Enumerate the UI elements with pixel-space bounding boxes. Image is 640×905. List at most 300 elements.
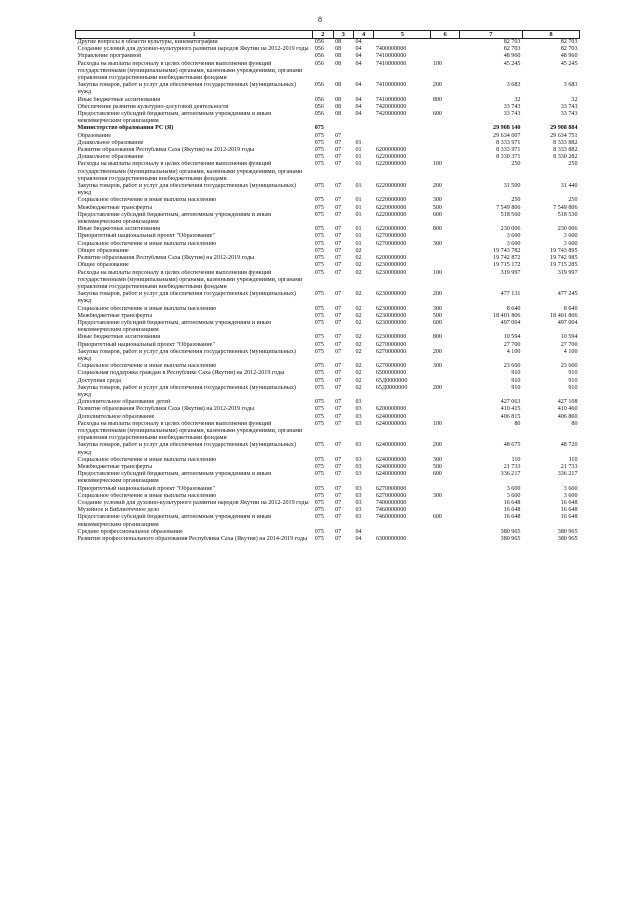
table-row xyxy=(76,406,580,413)
row-name-cell: Межбюджетные трансферты xyxy=(77,204,153,211)
expense-type-cell: 800 xyxy=(432,334,442,341)
table-row xyxy=(76,378,580,385)
ministry-code-cell: 075 xyxy=(314,125,324,132)
header-cell: 6 xyxy=(431,31,460,39)
amount-year-1-cell: 18 401 806 xyxy=(493,312,521,319)
section-code-cell: 07 xyxy=(335,269,342,276)
ministry-code-cell: 075 xyxy=(314,463,324,470)
subsection-code-cell: 02 xyxy=(355,247,362,254)
amount-year-1-cell: 910 xyxy=(511,384,521,391)
section-code-cell: 08 xyxy=(335,46,342,53)
target-article-cell: 7420000000 xyxy=(375,103,407,110)
ministry-code-cell: 075 xyxy=(314,456,324,463)
amount-year-2-cell: 336 217 xyxy=(557,471,578,478)
row-name-cell: Закупка товаров, работ и услуг для обеспечения государственных (муниципальных) нужд xyxy=(77,442,296,456)
section-code-cell: 07 xyxy=(335,492,342,499)
amount-year-1-cell: 29 908 140 xyxy=(493,125,521,132)
expense-type-cell xyxy=(431,255,460,262)
row-name-cell: Предоставление субсидий бюджетным, автономным учреждениям и иным некоммерческим организациям xyxy=(77,514,271,528)
amount-year-2-cell: 3 683 xyxy=(563,82,578,89)
subsection-code-cell: 01 xyxy=(355,197,362,204)
amount-year-1-cell: 29 634 007 xyxy=(493,132,521,139)
ministry-code-cell: 075 xyxy=(314,154,324,161)
budget-table xyxy=(75,30,580,543)
section-code-cell: 07 xyxy=(335,147,342,154)
expense-type-cell: 500 xyxy=(432,463,442,470)
expense-type-cell xyxy=(431,507,460,514)
target-article-cell: 6220000000 xyxy=(375,154,407,161)
ministry-code-cell: 075 xyxy=(314,399,324,406)
subsection-code-cell: 02 xyxy=(355,334,362,341)
table-header-row xyxy=(76,31,580,39)
section-code-cell: 07 xyxy=(335,363,342,370)
subsection-code-cell: 01 xyxy=(355,211,362,218)
expense-type-cell: 600 xyxy=(432,111,442,118)
expense-type-cell xyxy=(431,500,460,507)
row-name-cell: Закупка товаров, работ и услуг для обеспечения государственных (муниципальных) нужд xyxy=(77,82,296,96)
table-row xyxy=(76,241,580,248)
ministry-code-cell: 075 xyxy=(314,442,324,449)
section-code-cell: 07 xyxy=(335,384,342,391)
ministry-code-cell: 075 xyxy=(314,420,324,427)
expense-type-cell xyxy=(431,370,460,377)
subsection-code-cell: 03 xyxy=(355,514,362,521)
subsection-code-cell: 03 xyxy=(355,463,362,470)
amount-year-1-cell: 380 965 xyxy=(500,528,521,535)
expense-type-cell: 200 xyxy=(432,291,442,298)
row-name-cell: Приоритетный национальный проект "Образование" xyxy=(77,485,215,492)
table-row xyxy=(76,270,580,292)
table-row xyxy=(76,205,580,212)
expense-type-cell: 300 xyxy=(432,456,442,463)
amount-year-1-cell: 23 600 xyxy=(503,363,521,370)
ministry-code-cell: 056 xyxy=(314,111,324,118)
ministry-code-cell: 056 xyxy=(314,60,324,67)
expense-type-cell: 500 xyxy=(432,312,442,319)
target-article-cell: 6230000000 xyxy=(375,312,407,319)
row-name-cell: Дополнительное образование детей xyxy=(77,399,171,406)
section-code-cell: 07 xyxy=(335,370,342,377)
section-code-cell: 07 xyxy=(335,334,342,341)
ministry-code-cell: 075 xyxy=(314,492,324,499)
subsection-code-cell: 03 xyxy=(355,442,362,449)
subsection-code-cell: 01 xyxy=(355,240,362,247)
section-code-cell: 08 xyxy=(335,39,342,45)
expense-type-cell xyxy=(431,140,460,147)
subsection-code-cell: 03 xyxy=(355,406,362,413)
target-article-cell xyxy=(374,133,431,140)
header-cell: 8 xyxy=(522,31,579,39)
row-name-cell: Предоставление субсидий бюджетным, автономным учреждениям и иным некоммерческим организациям xyxy=(77,319,271,334)
ministry-code-cell: 056 xyxy=(314,39,324,45)
amount-year-1-cell: 3 600 xyxy=(506,233,521,240)
subsection-code-cell: 03 xyxy=(355,471,362,478)
target-article-cell: 6200000000 xyxy=(375,255,407,262)
table-row xyxy=(76,399,580,406)
row-name-cell: Музейное и Библиотечное дело xyxy=(77,507,160,514)
amount-year-1-cell: 380 965 xyxy=(500,536,521,543)
ministry-code-cell: 075 xyxy=(314,305,324,312)
amount-year-1-cell: 7 549 806 xyxy=(496,204,521,211)
section-code-cell: 07 xyxy=(335,485,342,492)
subsection-code-cell: 01 xyxy=(355,183,362,190)
expense-type-cell xyxy=(431,399,460,406)
amount-year-1-cell: 45 245 xyxy=(503,60,521,67)
subsection-code-cell: 03 xyxy=(355,413,362,420)
target-article-cell xyxy=(374,399,431,406)
amount-year-1-cell: 19 715 172 xyxy=(493,262,521,269)
row-name-cell: Расходы на выплаты персоналу в целях обеспечения выполнения функций государственными (муниципальными) органами, казенными учреждениями, органами управления государственными внебюджетными фондами xyxy=(77,420,303,442)
target-article-cell: 7410000000 xyxy=(375,96,407,103)
amount-year-1-cell: 3 600 xyxy=(506,240,521,247)
subsection-code-cell: 02 xyxy=(355,305,362,312)
amount-year-1-cell: 250 xyxy=(511,161,521,168)
section-code-cell: 07 xyxy=(335,183,342,190)
amount-year-2-cell: 380 965 xyxy=(557,536,578,543)
ministry-code-cell: 075 xyxy=(314,204,324,211)
row-name-cell: Предоставление субсидий бюджетным, автономным учреждениям и иным некоммерческим организациям xyxy=(77,471,271,485)
amount-year-1-cell: 336 217 xyxy=(500,471,521,478)
amount-year-1-cell: 230 006 xyxy=(500,226,521,233)
ministry-code-cell: 075 xyxy=(314,319,324,326)
amount-year-1-cell: 910 xyxy=(511,370,521,377)
subsection-code-cell: 03 xyxy=(355,500,362,506)
table-row xyxy=(76,111,580,125)
target-article-cell: 6240000000 xyxy=(375,420,407,427)
subsection-code-cell: 04 xyxy=(355,103,362,110)
row-name-cell: Социальное обеспечение и иные выплаты населению xyxy=(77,492,217,499)
target-article-cell: 6270000000 xyxy=(375,363,407,370)
section-code-cell: 07 xyxy=(335,226,342,233)
amount-year-2-cell: 7 549 806 xyxy=(553,204,578,211)
amount-year-2-cell: 410 460 xyxy=(557,406,578,413)
amount-year-1-cell: 910 xyxy=(511,377,521,384)
amount-year-1-cell: 3 600 xyxy=(506,485,521,492)
amount-year-1-cell: 21 733 xyxy=(503,463,521,470)
section-code-cell: 08 xyxy=(335,60,342,67)
section-code-cell: 07 xyxy=(335,406,342,413)
target-article-cell xyxy=(374,125,431,132)
amount-year-2-cell: 29 908 884 xyxy=(550,125,578,132)
amount-year-2-cell: 910 xyxy=(568,377,578,384)
section-code-cell: 07 xyxy=(335,262,342,269)
amount-year-2-cell: 3 600 xyxy=(563,233,578,240)
ministry-code-cell: 075 xyxy=(314,197,324,204)
row-name-cell: Иные бюджетные ассигнования xyxy=(77,334,161,341)
expense-type-cell xyxy=(431,133,460,140)
target-article-cell: 6270000000 xyxy=(375,485,407,492)
section-code-cell: 08 xyxy=(335,103,342,110)
table-row xyxy=(76,161,580,183)
section-code-cell: 07 xyxy=(335,341,342,348)
ministry-code-cell: 075 xyxy=(314,161,324,168)
ministry-code-cell: 075 xyxy=(314,233,324,240)
section-code-cell: 07 xyxy=(335,247,342,254)
table-row xyxy=(76,197,580,204)
amount-year-1-cell: 427 063 xyxy=(500,399,521,406)
subsection-code-cell: 02 xyxy=(355,377,362,384)
section-code-cell: 07 xyxy=(335,463,342,470)
ministry-code-cell: 075 xyxy=(314,406,324,413)
table-row xyxy=(76,363,580,370)
section-code-cell: 07 xyxy=(335,211,342,218)
subsection-code-cell: 04 xyxy=(355,39,362,45)
row-name-cell: Обеспечение развития культурно-досуговой деятельности xyxy=(77,103,229,110)
section-code-cell: 07 xyxy=(335,377,342,384)
amount-year-2-cell: 31 440 xyxy=(560,183,578,190)
amount-year-1-cell: 8 333 971 xyxy=(496,139,521,146)
row-name-cell: Дошкольное образование xyxy=(77,154,144,161)
row-name-cell: Закупка товаров, работ и услуг для обеспечения государственных (муниципальных) нужд xyxy=(77,348,296,362)
table-row xyxy=(76,262,580,269)
row-name-cell: Социальное обеспечение и иные выплаты населению xyxy=(77,305,217,312)
expense-type-cell xyxy=(431,406,460,413)
subsection-code-cell: 02 xyxy=(355,370,362,377)
amount-year-2-cell: 250 xyxy=(568,161,578,168)
amount-year-2-cell: 110 xyxy=(568,456,578,463)
amount-year-1-cell: 33 743 xyxy=(503,103,521,110)
row-name-cell: Создание условий для духовно-культурного развития народов Якутии на 2012-2019 годы xyxy=(77,46,309,53)
target-article-cell: 6270000000 xyxy=(375,348,407,355)
ministry-code-cell: 056 xyxy=(314,96,324,103)
subsection-code-cell: 01 xyxy=(355,233,362,240)
row-name-cell: Расходы на выплаты персоналу в целях обеспечения выполнения функций государственными (муниципальными) органами, казенными учреждениями, органами управления государственными внебюджетными фондами xyxy=(77,60,303,82)
amount-year-2-cell: 518 530 xyxy=(557,211,578,218)
table-row xyxy=(76,46,580,53)
row-name-cell: Управление программой xyxy=(77,53,142,60)
subsection-code-cell: 01 xyxy=(355,154,362,161)
table-row xyxy=(76,226,580,233)
expense-type-cell: 200 xyxy=(432,348,442,355)
ministry-code-cell: 075 xyxy=(314,139,324,146)
amount-year-1-cell: 410 415 xyxy=(500,406,521,413)
amount-year-2-cell: 19 742 985 xyxy=(550,255,578,262)
subsection-code-cell: 02 xyxy=(355,348,362,355)
amount-year-2-cell: 8 330 282 xyxy=(553,154,578,161)
subsection-code-cell: 02 xyxy=(355,341,362,348)
table-row xyxy=(76,306,580,313)
target-article-cell: 6220000000 xyxy=(375,161,407,168)
target-article-cell: 6220000000 xyxy=(375,183,407,190)
expense-type-cell: 100 xyxy=(432,161,442,168)
table-row xyxy=(76,342,580,349)
expense-type-cell: 600 xyxy=(432,471,442,478)
amount-year-2-cell: 23 600 xyxy=(560,363,578,370)
target-article-cell: 6300000000 xyxy=(375,536,407,543)
target-article-cell: 7400000000 xyxy=(375,500,407,506)
row-name-cell: Межбюджетные трансферты xyxy=(77,463,153,470)
expense-type-cell: 300 xyxy=(432,305,442,312)
ministry-code-cell: 056 xyxy=(314,53,324,60)
ministry-code-cell: 056 xyxy=(314,82,324,89)
section-code-cell: 07 xyxy=(335,399,342,406)
target-article-cell: 6220000000 xyxy=(375,197,407,204)
row-name-cell: Закупка товаров, работ и услуг для обеспечения государственных (муниципальных) нужд xyxy=(77,183,296,197)
ministry-code-cell: 075 xyxy=(314,536,324,543)
amount-year-1-cell: 8 330 371 xyxy=(496,154,521,161)
ministry-code-cell: 056 xyxy=(314,103,324,110)
table-row xyxy=(76,125,580,132)
subsection-code-cell: 04 xyxy=(355,82,362,89)
table-row xyxy=(76,104,580,111)
target-article-cell: 6220000000 xyxy=(375,226,407,233)
expense-type-cell: 200 xyxy=(432,183,442,190)
amount-year-2-cell: 16 648 xyxy=(560,514,578,521)
expense-type-cell xyxy=(431,536,460,543)
ministry-code-cell: 075 xyxy=(314,348,324,355)
amount-year-2-cell: 427 108 xyxy=(557,399,578,406)
ministry-code-cell: 075 xyxy=(314,471,324,478)
row-name-cell: Развитие образования Республики Саха (Якутия) на 2012-2019 годы xyxy=(77,255,255,262)
section-code-cell: 08 xyxy=(335,111,342,118)
section-code-cell: 07 xyxy=(335,154,342,161)
section-code-cell: 07 xyxy=(335,291,342,298)
target-article-cell: 6240000000 xyxy=(375,442,407,449)
target-article-cell: 7460000000 xyxy=(375,514,407,521)
target-article-cell: 6230000000 xyxy=(375,334,407,341)
subsection-code-cell: 01 xyxy=(355,147,362,154)
row-name-cell: Закупка товаров, работ и услуг для обеспечения государственных (муниципальных) нужд xyxy=(77,384,296,398)
section-code-cell: 08 xyxy=(335,53,342,60)
table-row xyxy=(76,471,580,485)
row-name-cell: Социальное обеспечение и иные выплаты населению xyxy=(77,197,217,204)
section-code-cell: 07 xyxy=(335,514,342,521)
expense-type-cell: 500 xyxy=(432,204,442,211)
ministry-code-cell: 075 xyxy=(314,413,324,420)
ministry-code-cell: 075 xyxy=(314,240,324,247)
amount-year-2-cell: 33 743 xyxy=(560,111,578,118)
row-name-cell: Предоставление субсидий бюджетным, автономным учреждениям и иным некоммерческим организациям xyxy=(77,211,271,226)
expense-type-cell xyxy=(431,378,460,385)
amount-year-2-cell: 19 743 895 xyxy=(550,247,578,254)
amount-year-2-cell: 910 xyxy=(568,370,578,377)
section-code-cell: 07 xyxy=(335,233,342,240)
subsection-code-cell: 04 xyxy=(355,111,362,118)
expense-type-cell: 300 xyxy=(432,492,442,499)
section-code-cell: 08 xyxy=(335,96,342,103)
expense-type-cell: 200 xyxy=(432,384,442,391)
amount-year-2-cell: 10 594 xyxy=(560,334,578,341)
section-code-cell: 07 xyxy=(335,507,342,514)
row-name-cell: Закупка товаров, работ и услуг для обеспечения государственных (муниципальных) нужд xyxy=(77,291,296,305)
ministry-code-cell: 075 xyxy=(314,514,324,521)
table-row xyxy=(76,514,580,528)
amount-year-2-cell: 29 634 751 xyxy=(550,132,578,139)
table-row xyxy=(76,507,580,514)
amount-year-2-cell: 910 xyxy=(568,384,578,391)
expense-type-cell xyxy=(431,53,460,60)
section-code-cell: 07 xyxy=(335,471,342,478)
amount-year-1-cell: 48 960 xyxy=(503,53,521,60)
subsection-code-cell: 01 xyxy=(355,161,362,168)
amount-year-1-cell: 16 648 xyxy=(503,514,521,521)
target-article-cell: 7410000000 xyxy=(375,60,407,67)
expense-type-cell xyxy=(431,233,460,240)
subsection-code-cell: 02 xyxy=(355,262,362,269)
subsection-code-cell xyxy=(353,125,373,132)
row-name-cell: Развитие образования Республики Саха (Якутия) на 2012-2019 годы xyxy=(77,406,255,413)
header-cell: 2 xyxy=(313,31,333,39)
row-name-cell: Дополнительное образование xyxy=(77,413,155,420)
row-name-cell: Расходы на выплаты персоналу в целях обеспечения выполнения функций государственными (муниципальными) органами, казенными учреждениями, органами управления государственными внебюджетными фондами xyxy=(77,269,303,290)
subsection-code-cell: 01 xyxy=(355,204,362,211)
amount-year-2-cell: 380 965 xyxy=(557,528,578,535)
amount-year-2-cell: 80 xyxy=(571,420,578,427)
amount-year-1-cell: 406 815 xyxy=(500,413,521,420)
ministry-code-cell: 075 xyxy=(314,363,324,370)
section-code-cell: 07 xyxy=(335,348,342,355)
amount-year-2-cell: 319 997 xyxy=(557,269,578,276)
section-code-cell: 07 xyxy=(335,312,342,319)
subsection-code-cell: 03 xyxy=(355,485,362,492)
header-cell: 1 xyxy=(76,31,313,39)
ministry-code-cell: 075 xyxy=(314,262,324,269)
amount-year-1-cell: 48 675 xyxy=(503,442,521,449)
target-article-cell: 6230000000 xyxy=(375,262,407,269)
expense-type-cell xyxy=(431,262,460,269)
target-article-cell: 65Д0000000 xyxy=(375,384,408,391)
row-name-cell: Социальное обеспечение и иные выплаты населению xyxy=(77,456,217,463)
row-name-cell: Приоритетный национальный проект "Образование" xyxy=(77,233,215,240)
target-article-cell xyxy=(374,140,431,147)
header-cell: 4 xyxy=(353,31,373,39)
table-row xyxy=(76,414,580,421)
ministry-code-cell: 075 xyxy=(314,377,324,384)
subsection-code-cell: 03 xyxy=(355,507,362,514)
section-code-cell: 07 xyxy=(335,456,342,463)
subsection-code-cell: 02 xyxy=(355,312,362,319)
ministry-code-cell: 075 xyxy=(314,291,324,298)
section-code-cell: 07 xyxy=(335,305,342,312)
subsection-code-cell: 02 xyxy=(355,269,362,276)
amount-year-1-cell: 319 997 xyxy=(500,269,521,276)
amount-year-1-cell: 110 xyxy=(511,456,521,463)
amount-year-1-cell: 31 500 xyxy=(503,183,521,190)
table-row xyxy=(76,212,580,226)
row-name-cell: Предоставление субсидий бюджетным, автономным учреждениям и иным некоммерческим организациям xyxy=(77,111,271,125)
amount-year-1-cell: 19 743 782 xyxy=(493,247,521,254)
section-code-cell: 07 xyxy=(335,240,342,247)
expense-type-cell xyxy=(431,125,460,132)
amount-year-2-cell: 16 648 xyxy=(560,500,578,506)
amount-year-1-cell: 82 703 xyxy=(503,46,521,53)
table-row xyxy=(76,457,580,464)
expense-type-cell xyxy=(431,147,460,154)
target-article-cell xyxy=(374,39,431,47)
target-article-cell: 65Д0000000 xyxy=(375,377,408,384)
target-article-cell: 6230000000 xyxy=(375,269,407,276)
table-row xyxy=(76,97,580,104)
target-article-cell: 6220000000 xyxy=(375,211,407,218)
target-article-cell: 6500000000 xyxy=(375,370,407,377)
row-name-cell: Общее образование xyxy=(77,262,129,269)
table-row xyxy=(76,370,580,377)
section-code-cell: 07 xyxy=(335,161,342,168)
table-row xyxy=(76,154,580,161)
table-row xyxy=(76,233,580,240)
amount-year-1-cell: 80 xyxy=(514,420,521,427)
amount-year-1-cell: 3 600 xyxy=(506,492,521,499)
amount-year-2-cell: 82 703 xyxy=(560,46,578,53)
ministry-code-cell: 075 xyxy=(314,255,324,262)
row-name-cell: Социальное обеспечение и иные выплаты населению xyxy=(77,240,217,247)
section-code-cell: 07 xyxy=(335,413,342,420)
amount-year-2-cell: 8 640 xyxy=(563,305,578,312)
expense-type-cell: 300 xyxy=(432,240,442,247)
section-code-cell: 07 xyxy=(335,255,342,262)
row-name-cell: Создание условий для духовно-культурного развития народов Якутии на 2012-2019 годы xyxy=(77,500,309,506)
subsection-code-cell: 03 xyxy=(355,399,362,406)
